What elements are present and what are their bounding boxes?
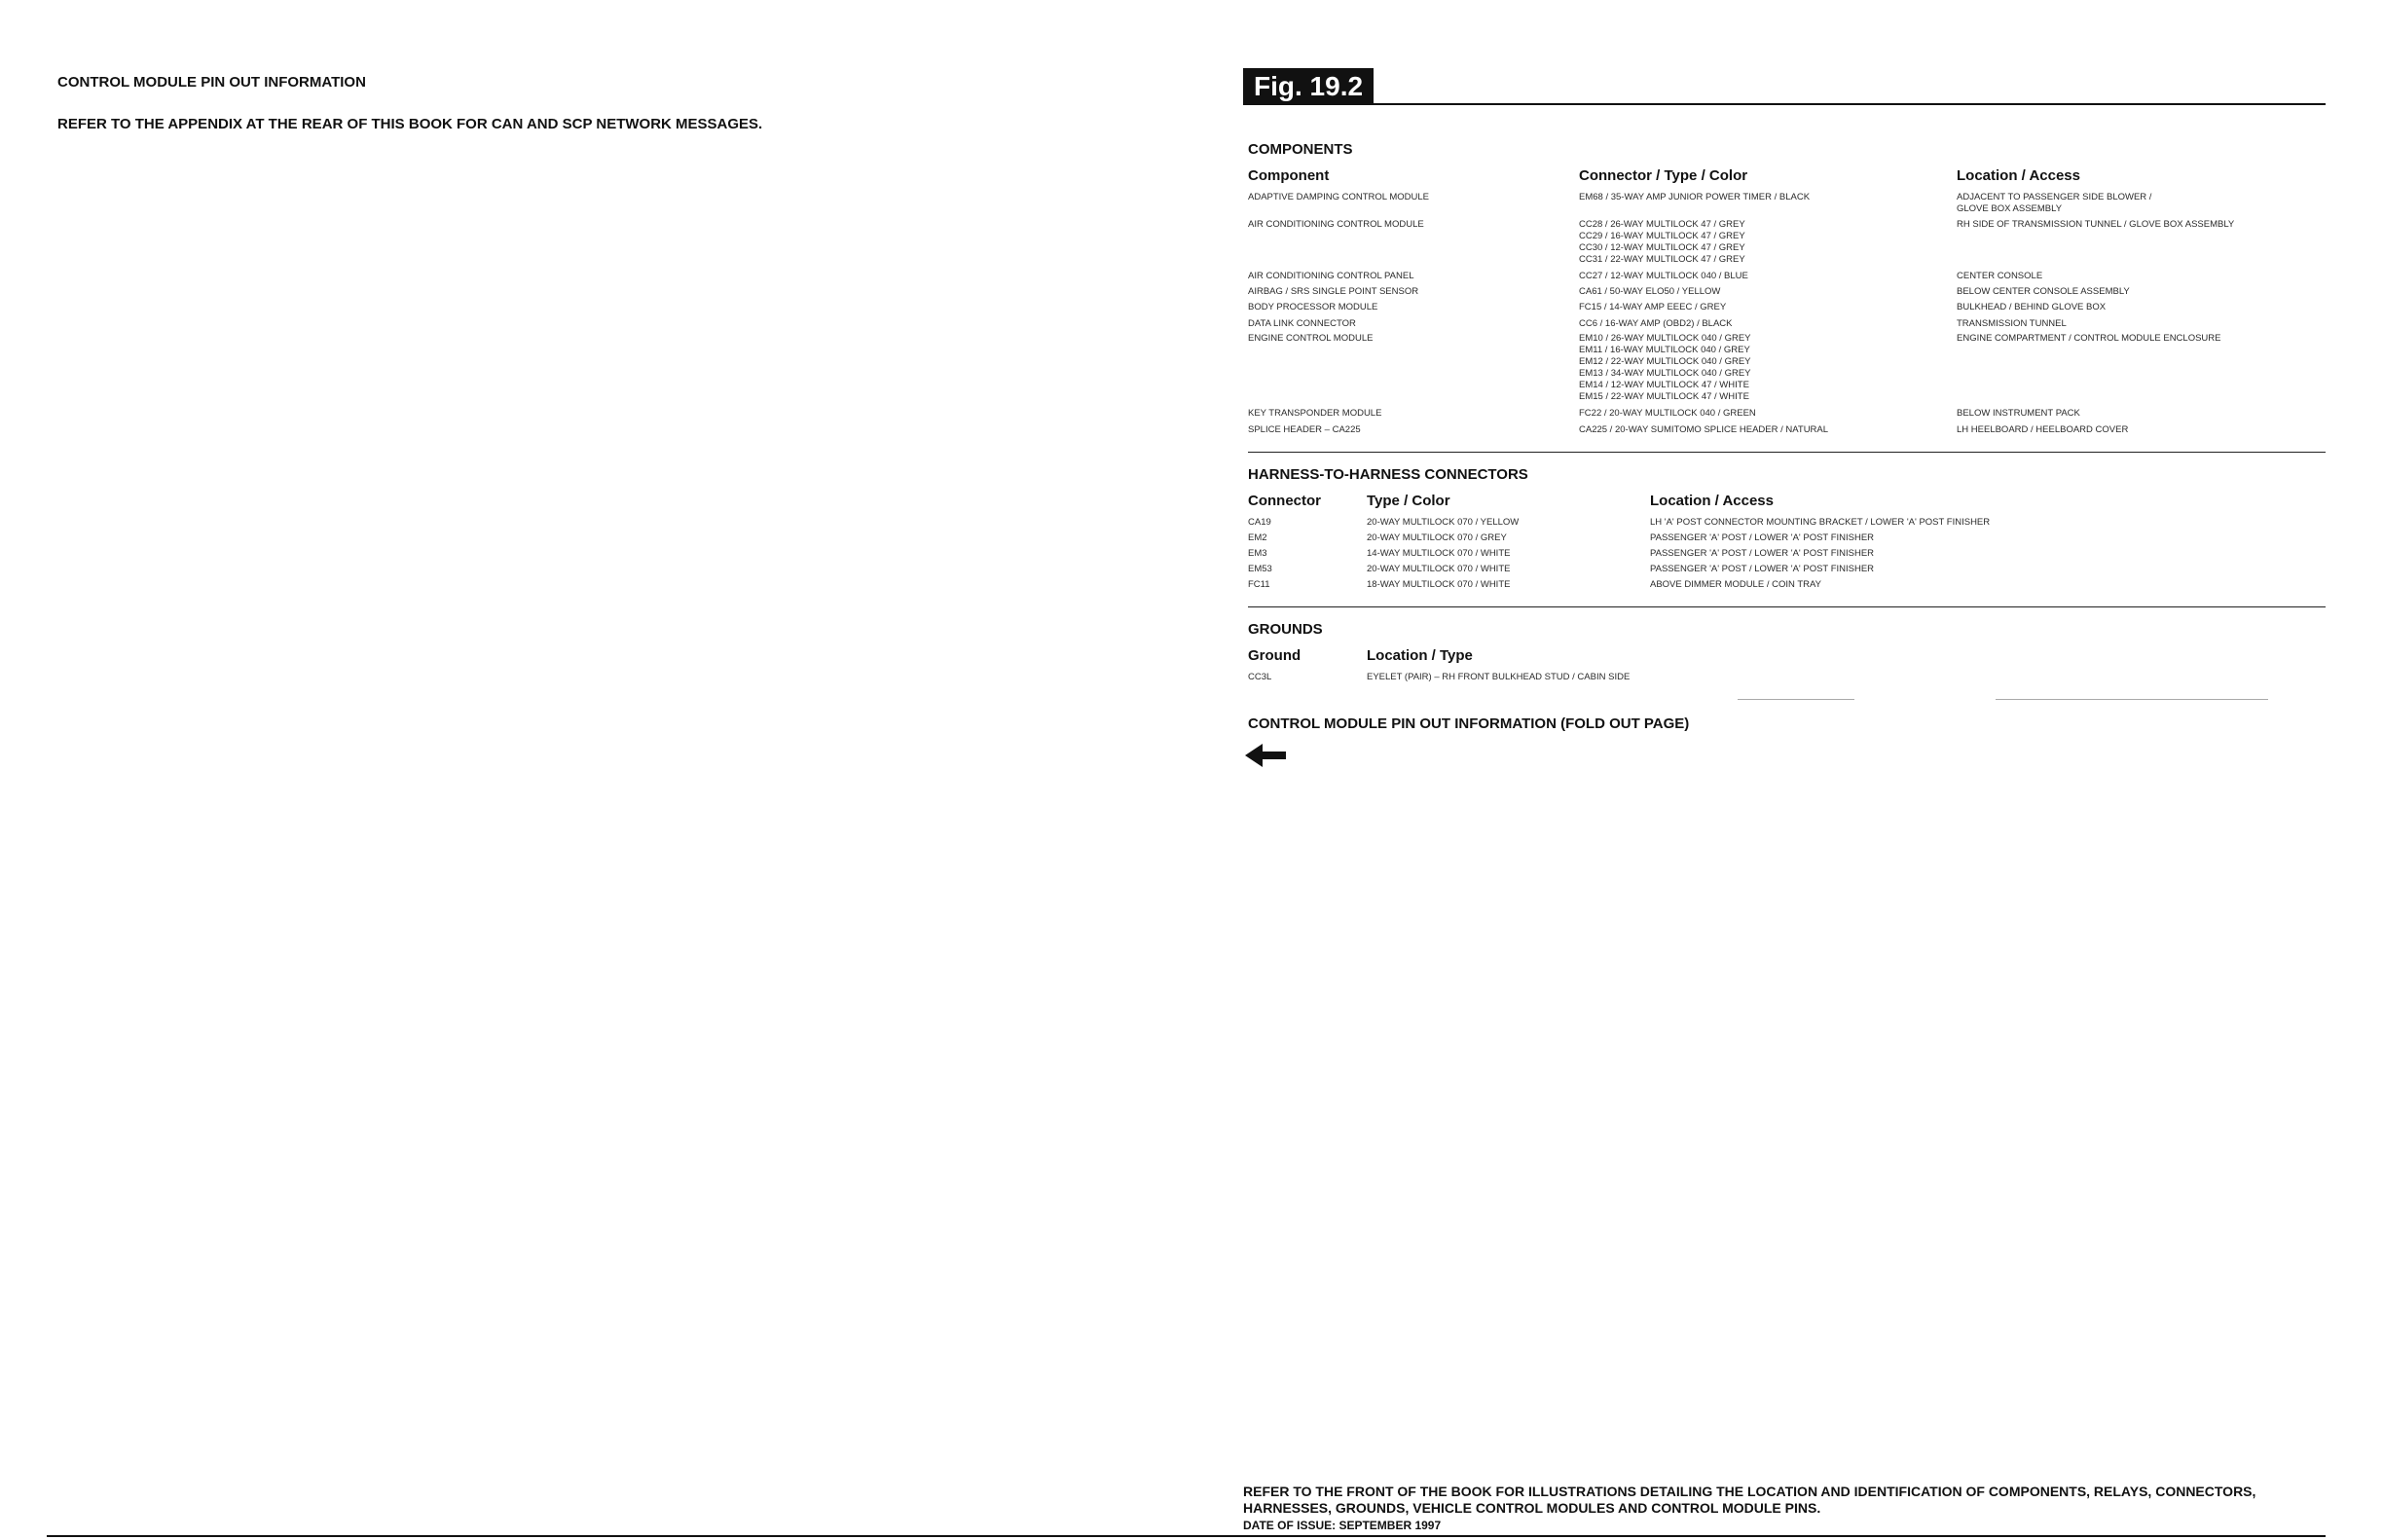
component-name: DATA LINK CONNECTOR bbox=[1248, 318, 1356, 329]
harness-location: PASSENGER 'A' POST / LOWER 'A' POST FINISHER bbox=[1650, 564, 1875, 574]
component-name: AIR CONDITIONING CONTROL MODULE bbox=[1248, 219, 1424, 230]
harness-divider bbox=[1248, 606, 2326, 607]
harness-connector: CA19 bbox=[1248, 517, 1271, 528]
harness-header-type: Type / Color bbox=[1367, 493, 1450, 509]
component-location: CENTER CONSOLE bbox=[1957, 271, 2043, 281]
grounds-header-ground: Ground bbox=[1248, 647, 1301, 664]
harness-type: 20-WAY MULTILOCK 070 / WHITE bbox=[1367, 564, 1511, 574]
component-name: SPLICE HEADER – CA225 bbox=[1248, 424, 1361, 435]
harness-location: PASSENGER 'A' POST / LOWER 'A' POST FINISHER bbox=[1650, 548, 1875, 559]
footer-note: REFER TO THE FRONT OF THE BOOK FOR ILLUSTRATIONS DETAILING THE LOCATION AND IDENTIFICATION OF COMPONENTS, RELAYS, CONNECTORS, HARNESSES, GROUNDS, VEHICLE CONTROL MODULES AND CONTROL MODULE PINS. bbox=[1243, 1484, 2256, 1516]
component-connector: CA61 / 50-WAY ELO50 / YELLOW bbox=[1579, 286, 1721, 297]
component-connector: CA225 / 20-WAY SUMITOMO SPLICE HEADER / NATURAL bbox=[1579, 424, 1829, 435]
harness-connector: EM53 bbox=[1248, 564, 1272, 574]
grounds-section-title: GROUNDS bbox=[1248, 621, 1323, 638]
component-name: ENGINE CONTROL MODULE bbox=[1248, 333, 1374, 344]
harness-connector: FC11 bbox=[1248, 579, 1270, 590]
harness-location: LH 'A' POST CONNECTOR MOUNTING BRACKET / LOWER 'A' POST FINISHER bbox=[1650, 517, 1991, 528]
component-name: ADAPTIVE DAMPING CONTROL MODULE bbox=[1248, 192, 1429, 202]
component-connector: FC15 / 14-WAY AMP EEEC / GREY bbox=[1579, 302, 1727, 312]
harness-type: 20-WAY MULTILOCK 070 / GREY bbox=[1367, 532, 1507, 543]
components-header-connector: Connector / Type / Color bbox=[1579, 167, 1748, 184]
left-page-note: REFER TO THE APPENDIX AT THE REAR OF THIS BOOK FOR CAN AND SCP NETWORK MESSAGES. bbox=[57, 116, 763, 132]
component-location: ENGINE COMPARTMENT / CONTROL MODULE ENCLOSURE bbox=[1957, 333, 2221, 344]
component-location: LH HEELBOARD / HEELBOARD COVER bbox=[1957, 424, 2129, 435]
component-location: BULKHEAD / BEHIND GLOVE BOX bbox=[1957, 302, 2107, 312]
harness-location: ABOVE DIMMER MODULE / COIN TRAY bbox=[1650, 579, 1821, 590]
component-location: RH SIDE OF TRANSMISSION TUNNEL / GLOVE BOX ASSEMBLY bbox=[1957, 219, 2235, 230]
harness-type: 14-WAY MULTILOCK 070 / WHITE bbox=[1367, 548, 1511, 559]
components-section-title: COMPONENTS bbox=[1248, 141, 1353, 158]
component-location: BELOW INSTRUMENT PACK bbox=[1957, 408, 2080, 419]
left-arrow-icon[interactable] bbox=[1243, 740, 1298, 771]
harness-section-title: HARNESS-TO-HARNESS CONNECTORS bbox=[1248, 466, 1528, 483]
component-connector: EM10 / 26-WAY MULTILOCK 040 / GREY EM11 / 16-WAY MULTILOCK 040 / GREY EM12 / 22-WAY MULTILOCK 040 / GREY EM13 / 34-WAY MULTILOCK 040 / GREY EM14 / 12-WAY MULTILOCK 47 / WHITE EM15 / 22-WAY MULTILOCK 47 / WHITE bbox=[1579, 333, 1751, 402]
harness-location: PASSENGER 'A' POST / LOWER 'A' POST FINISHER bbox=[1650, 532, 1875, 543]
component-name: KEY TRANSPONDER MODULE bbox=[1248, 408, 1382, 419]
component-connector: CC27 / 12-WAY MULTILOCK 040 / BLUE bbox=[1579, 271, 1748, 281]
component-connector: EM68 / 35-WAY AMP JUNIOR POWER TIMER / BLACK bbox=[1579, 192, 1811, 202]
figure-header-rule bbox=[1243, 103, 2326, 105]
harness-type: 18-WAY MULTILOCK 070 / WHITE bbox=[1367, 579, 1511, 590]
harness-header-location: Location / Access bbox=[1650, 493, 1774, 509]
harness-header-connector: Connector bbox=[1248, 493, 1321, 509]
component-connector: FC22 / 20-WAY MULTILOCK 040 / GREEN bbox=[1579, 408, 1756, 419]
faint-divider bbox=[1996, 699, 2268, 700]
components-header-component: Component bbox=[1248, 167, 1330, 184]
component-location: BELOW CENTER CONSOLE ASSEMBLY bbox=[1957, 286, 2130, 297]
foldout-label: CONTROL MODULE PIN OUT INFORMATION (FOLD OUT PAGE) bbox=[1248, 715, 1690, 732]
ground-location: EYELET (PAIR) – RH FRONT BULKHEAD STUD / CABIN SIDE bbox=[1367, 672, 1631, 682]
harness-connector: EM3 bbox=[1248, 548, 1267, 559]
date-of-issue: DATE OF ISSUE: SEPTEMBER 1997 bbox=[1243, 1519, 1442, 1532]
grounds-header-location: Location / Type bbox=[1367, 647, 1473, 664]
component-name: BODY PROCESSOR MODULE bbox=[1248, 302, 1378, 312]
component-location: TRANSMISSION TUNNEL bbox=[1957, 318, 2067, 329]
left-page-title: CONTROL MODULE PIN OUT INFORMATION bbox=[57, 74, 366, 91]
harness-type: 20-WAY MULTILOCK 070 / YELLOW bbox=[1367, 517, 1520, 528]
harness-connector: EM2 bbox=[1248, 532, 1267, 543]
component-name: AIR CONDITIONING CONTROL PANEL bbox=[1248, 271, 1414, 281]
component-name: AIRBAG / SRS SINGLE POINT SENSOR bbox=[1248, 286, 1419, 297]
footer-rule bbox=[47, 1535, 2326, 1537]
ground-id: CC3L bbox=[1248, 672, 1272, 682]
figure-label: Fig. 19.2 bbox=[1243, 68, 1374, 104]
components-header-location: Location / Access bbox=[1957, 167, 2080, 184]
components-divider bbox=[1248, 452, 2326, 453]
component-location: ADJACENT TO PASSENGER SIDE BLOWER / GLOVE BOX ASSEMBLY bbox=[1957, 192, 2152, 214]
component-connector: CC28 / 26-WAY MULTILOCK 47 / GREY CC29 / 16-WAY MULTILOCK 47 / GREY CC30 / 12-WAY MULTILOCK 47 / GREY CC31 / 22-WAY MULTILOCK 47 / GREY bbox=[1579, 219, 1745, 265]
faint-divider bbox=[1738, 699, 1854, 700]
component-connector: CC6 / 16-WAY AMP (OBD2) / BLACK bbox=[1579, 318, 1733, 329]
